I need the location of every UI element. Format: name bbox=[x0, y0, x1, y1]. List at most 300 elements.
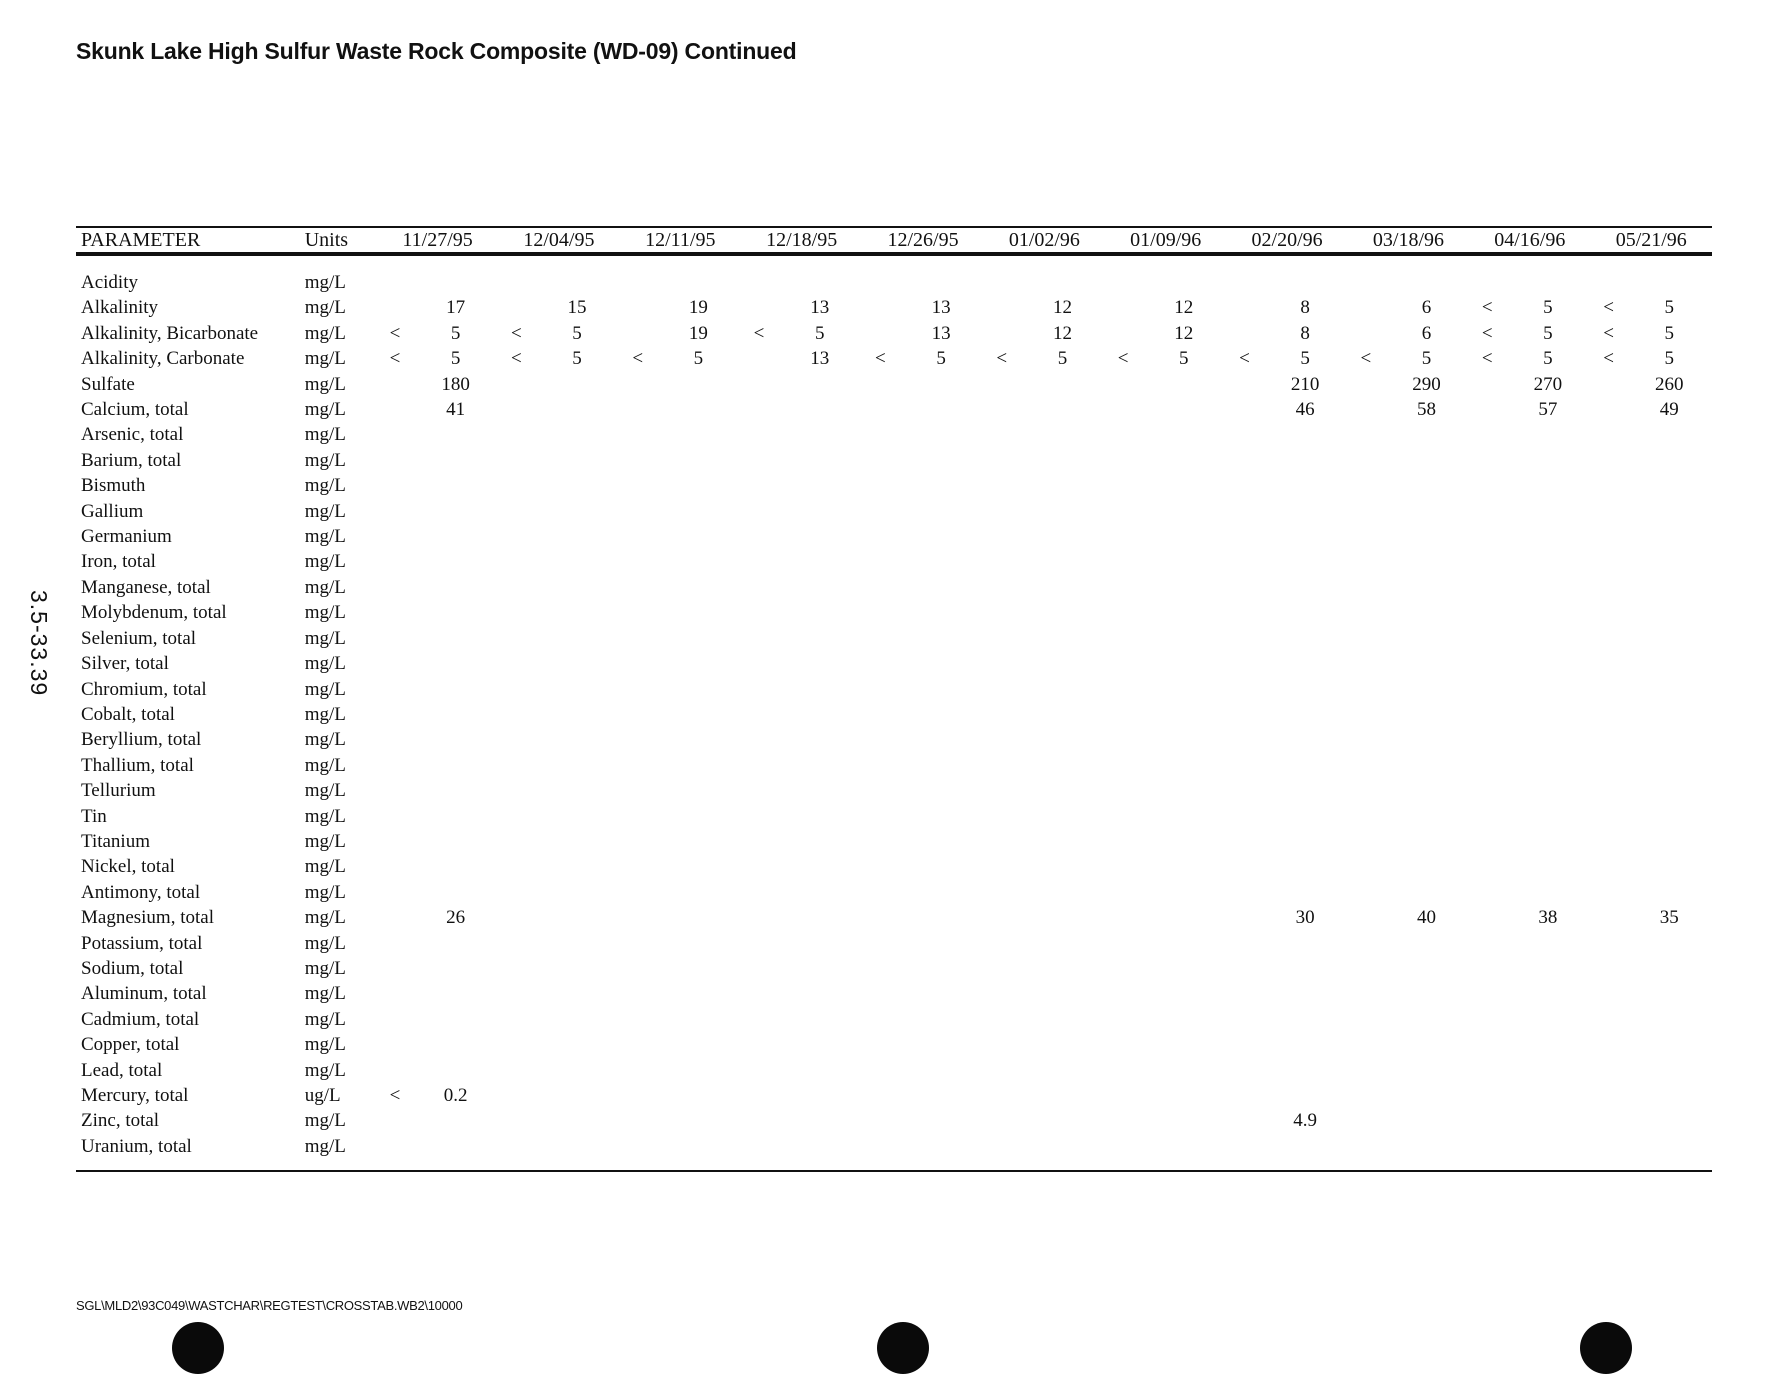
table-row bbox=[76, 397, 1712, 422]
qualifier-cell bbox=[1591, 854, 1627, 879]
value-cell bbox=[1141, 524, 1226, 549]
qualifier-cell bbox=[377, 956, 413, 981]
value-cell bbox=[1505, 1134, 1590, 1159]
parameter-cell: Iron, total bbox=[81, 551, 156, 573]
qualifier-cell bbox=[741, 905, 777, 930]
value-cell bbox=[1384, 549, 1469, 574]
value-cell bbox=[1627, 753, 1712, 778]
value-cell bbox=[1384, 677, 1469, 702]
qualifier-cell bbox=[1226, 1032, 1262, 1057]
value-cell bbox=[1627, 549, 1712, 574]
value-cell bbox=[656, 372, 741, 397]
qualifier-cell bbox=[1348, 905, 1384, 930]
qualifier-cell bbox=[1348, 1032, 1384, 1057]
qualifier-cell bbox=[377, 854, 413, 879]
qualifier-cell bbox=[741, 372, 777, 397]
qualifier-cell bbox=[1105, 931, 1141, 956]
qualifier-cell bbox=[620, 804, 656, 829]
value-cell bbox=[1263, 778, 1348, 803]
qualifier-cell bbox=[1226, 499, 1262, 524]
qualifier-cell bbox=[498, 880, 534, 905]
qualifier-cell bbox=[1469, 499, 1505, 524]
value-cell bbox=[898, 473, 983, 498]
parameter-cell: Manganese, total bbox=[81, 576, 211, 598]
qualifier-cell bbox=[1348, 321, 1384, 346]
parameter-cell: Chromium, total bbox=[81, 678, 207, 700]
qualifier-cell bbox=[984, 956, 1020, 981]
value-cell bbox=[413, 651, 498, 676]
value-cell bbox=[656, 448, 741, 473]
value-cell: 5 bbox=[1179, 348, 1189, 370]
value-cell bbox=[1627, 524, 1712, 549]
table-row bbox=[76, 600, 1712, 625]
value-cell bbox=[1141, 1108, 1226, 1133]
value-cell bbox=[898, 499, 983, 524]
value-cell bbox=[534, 854, 619, 879]
qualifier-cell bbox=[498, 677, 534, 702]
value-cell bbox=[777, 270, 862, 295]
qualifier-cell bbox=[1348, 931, 1384, 956]
value-cell bbox=[1505, 829, 1590, 854]
qualifier-cell bbox=[1226, 677, 1262, 702]
units-cell: mg/L bbox=[304, 551, 346, 573]
qualifier-cell bbox=[377, 524, 413, 549]
value-cell bbox=[1627, 448, 1712, 473]
qualifier-cell bbox=[1348, 499, 1384, 524]
qualifier-cell bbox=[1591, 626, 1627, 651]
qualifier-cell bbox=[984, 1007, 1020, 1032]
value-cell bbox=[1627, 956, 1712, 981]
qualifier-cell bbox=[1226, 1134, 1262, 1159]
table-row bbox=[76, 1007, 1712, 1032]
qualifier-cell bbox=[1591, 931, 1627, 956]
value-cell bbox=[1505, 651, 1590, 676]
qualifier-cell bbox=[377, 448, 413, 473]
qualifier-cell bbox=[1226, 702, 1262, 727]
value-cell bbox=[1627, 499, 1712, 524]
qualifier-cell bbox=[1105, 753, 1141, 778]
value-cell bbox=[898, 804, 983, 829]
qualifier-cell bbox=[498, 1108, 534, 1133]
qualifier-cell bbox=[1348, 956, 1384, 981]
value-cell bbox=[413, 422, 498, 447]
value-cell bbox=[656, 931, 741, 956]
qualifier-cell bbox=[498, 549, 534, 574]
value-cell bbox=[1263, 981, 1348, 1006]
qualifier-cell: < bbox=[1481, 297, 1493, 319]
value-cell bbox=[777, 702, 862, 727]
value-cell bbox=[534, 473, 619, 498]
qualifier-cell bbox=[1348, 549, 1384, 574]
value-cell bbox=[1263, 804, 1348, 829]
value-cell: 13 bbox=[810, 348, 830, 370]
value-cell bbox=[1263, 854, 1348, 879]
value-cell bbox=[898, 600, 983, 625]
qualifier-cell bbox=[984, 549, 1020, 574]
qualifier-cell bbox=[620, 372, 656, 397]
value-cell bbox=[1627, 981, 1712, 1006]
qualifier-cell bbox=[620, 448, 656, 473]
qualifier-cell bbox=[984, 1058, 1020, 1083]
value-cell bbox=[1384, 1058, 1469, 1083]
value-cell bbox=[1627, 600, 1712, 625]
value-cell bbox=[1020, 1083, 1105, 1108]
value-cell bbox=[656, 1007, 741, 1032]
value-cell bbox=[1384, 778, 1469, 803]
qualifier-cell: < bbox=[1481, 348, 1493, 370]
qualifier-cell bbox=[377, 651, 413, 676]
value-cell bbox=[413, 880, 498, 905]
value-cell bbox=[1384, 804, 1469, 829]
qualifier-cell bbox=[498, 626, 534, 651]
qualifier-cell bbox=[862, 880, 898, 905]
parameter-cell: Mercury, total bbox=[81, 1085, 189, 1106]
qualifier-cell bbox=[377, 1108, 413, 1133]
qualifier-cell bbox=[1226, 549, 1262, 574]
qualifier-cell bbox=[1591, 956, 1627, 981]
qualifier-cell bbox=[377, 295, 413, 320]
qualifier-cell: < bbox=[753, 322, 765, 344]
value-cell bbox=[1505, 677, 1590, 702]
qualifier-cell bbox=[984, 448, 1020, 473]
table-row bbox=[76, 702, 1712, 727]
value-cell bbox=[534, 931, 619, 956]
value-cell bbox=[1263, 651, 1348, 676]
qualifier-cell bbox=[1348, 1007, 1384, 1032]
qualifier-cell bbox=[741, 473, 777, 498]
value-cell bbox=[777, 854, 862, 879]
qualifier-cell bbox=[984, 270, 1020, 295]
value-cell bbox=[1141, 1007, 1226, 1032]
value-cell bbox=[1020, 778, 1105, 803]
value-cell bbox=[1141, 372, 1226, 397]
value-cell bbox=[1384, 854, 1469, 879]
value-cell bbox=[898, 854, 983, 879]
value-cell bbox=[1020, 677, 1105, 702]
qualifier-cell bbox=[1226, 397, 1262, 422]
qualifier-cell bbox=[984, 499, 1020, 524]
value-cell bbox=[777, 677, 862, 702]
qualifier-cell bbox=[1348, 677, 1384, 702]
qualifier-cell bbox=[1226, 1007, 1262, 1032]
qualifier-cell bbox=[741, 1134, 777, 1159]
value-cell: 5 bbox=[1543, 322, 1553, 344]
qualifier-cell bbox=[984, 422, 1020, 447]
value-cell bbox=[534, 905, 619, 930]
value-cell bbox=[1505, 753, 1590, 778]
qualifier-cell bbox=[498, 727, 534, 752]
qualifier-cell bbox=[1226, 931, 1262, 956]
qualifier-cell bbox=[741, 1058, 777, 1083]
value-cell: 46 bbox=[1295, 399, 1315, 421]
qualifier-cell bbox=[498, 524, 534, 549]
qualifier-cell bbox=[984, 600, 1020, 625]
qualifier-cell bbox=[1105, 1108, 1141, 1133]
qualifier-cell bbox=[377, 372, 413, 397]
value-cell bbox=[898, 1083, 983, 1108]
qualifier-cell bbox=[1348, 372, 1384, 397]
qualifier-cell bbox=[1105, 829, 1141, 854]
value-cell bbox=[1141, 1032, 1226, 1057]
qualifier-cell bbox=[1591, 1032, 1627, 1057]
value-cell: 12 bbox=[1174, 297, 1194, 319]
qualifier-cell bbox=[620, 677, 656, 702]
qualifier-cell bbox=[1226, 626, 1262, 651]
qualifier-cell bbox=[862, 270, 898, 295]
value-cell bbox=[1020, 549, 1105, 574]
units-cell: mg/L bbox=[304, 399, 346, 421]
qualifier-cell bbox=[1105, 549, 1141, 574]
qualifier-cell bbox=[1348, 600, 1384, 625]
value-cell: 5 bbox=[450, 322, 461, 344]
qualifier-cell bbox=[1105, 778, 1141, 803]
qualifier-cell bbox=[862, 524, 898, 549]
value-cell bbox=[898, 524, 983, 549]
value-cell bbox=[1263, 702, 1348, 727]
qualifier-cell bbox=[1469, 778, 1505, 803]
qualifier-cell bbox=[620, 956, 656, 981]
qualifier-cell bbox=[1105, 1083, 1141, 1108]
qualifier-cell bbox=[498, 600, 534, 625]
value-cell bbox=[656, 575, 741, 600]
value-cell bbox=[777, 549, 862, 574]
value-cell bbox=[1505, 575, 1590, 600]
value-cell bbox=[1627, 1032, 1712, 1057]
qualifier-cell bbox=[1348, 575, 1384, 600]
qualifier-cell bbox=[984, 651, 1020, 676]
value-cell: 6 bbox=[1421, 297, 1432, 319]
parameter-cell: Lead, total bbox=[81, 1059, 163, 1081]
qualifier-cell bbox=[1348, 651, 1384, 676]
qualifier-cell bbox=[377, 931, 413, 956]
parameter-cell: Cobalt, total bbox=[81, 703, 175, 725]
qualifier-cell bbox=[498, 1007, 534, 1032]
value-cell bbox=[1505, 727, 1590, 752]
table-row bbox=[76, 448, 1712, 473]
value-cell bbox=[777, 804, 862, 829]
qualifier-cell bbox=[1348, 1108, 1384, 1133]
value-cell bbox=[898, 626, 983, 651]
qualifier-cell bbox=[498, 702, 534, 727]
qualifier-cell bbox=[1469, 1007, 1505, 1032]
value-cell bbox=[656, 524, 741, 549]
parameter-cell: Copper, total bbox=[81, 1034, 180, 1056]
value-cell bbox=[898, 1108, 983, 1133]
value-cell: 19 bbox=[688, 297, 708, 319]
value-cell bbox=[1627, 931, 1712, 956]
value-cell bbox=[898, 397, 983, 422]
value-cell bbox=[898, 448, 983, 473]
value-cell bbox=[1141, 1134, 1226, 1159]
value-cell bbox=[1141, 422, 1226, 447]
parameter-cell: Nickel, total bbox=[81, 856, 175, 878]
value-cell bbox=[1020, 880, 1105, 905]
qualifier-cell bbox=[862, 448, 898, 473]
parameter-cell: Thallium, total bbox=[81, 754, 194, 776]
qualifier-cell bbox=[377, 575, 413, 600]
value-cell: 12 bbox=[1052, 322, 1072, 344]
units-cell: mg/L bbox=[304, 1110, 346, 1132]
value-cell bbox=[1020, 981, 1105, 1006]
qualifier-cell bbox=[1591, 422, 1627, 447]
value-cell bbox=[1384, 931, 1469, 956]
qualifier-cell bbox=[1105, 727, 1141, 752]
qualifier-cell bbox=[1226, 651, 1262, 676]
value-cell: 0.2 bbox=[443, 1085, 468, 1106]
qualifier-cell bbox=[1348, 397, 1384, 422]
value-cell: 12 bbox=[1174, 322, 1194, 344]
qualifier-cell bbox=[1105, 1032, 1141, 1057]
value-cell bbox=[777, 956, 862, 981]
value-cell bbox=[413, 1058, 498, 1083]
qualifier-cell bbox=[1469, 1058, 1505, 1083]
value-cell bbox=[413, 956, 498, 981]
qualifier-cell bbox=[1591, 524, 1627, 549]
value-cell bbox=[1384, 600, 1469, 625]
qualifier-cell bbox=[1226, 1083, 1262, 1108]
qualifier-cell bbox=[984, 1134, 1020, 1159]
value-cell bbox=[656, 422, 741, 447]
qualifier-cell bbox=[1105, 499, 1141, 524]
value-cell: 5 bbox=[936, 348, 946, 370]
value-cell bbox=[1505, 1058, 1590, 1083]
table-row bbox=[76, 956, 1712, 981]
value-cell bbox=[777, 575, 862, 600]
value-cell bbox=[1505, 854, 1590, 879]
value-cell bbox=[413, 473, 498, 498]
value-cell bbox=[656, 956, 741, 981]
value-cell bbox=[898, 778, 983, 803]
value-cell bbox=[413, 270, 498, 295]
value-cell bbox=[413, 677, 498, 702]
qualifier-cell bbox=[498, 905, 534, 930]
value-cell: 58 bbox=[1417, 399, 1437, 421]
parameter-cell: Magnesium, total bbox=[81, 907, 214, 929]
value-cell bbox=[656, 626, 741, 651]
qualifier-cell: < bbox=[1603, 297, 1614, 319]
value-cell bbox=[534, 524, 619, 549]
value-cell bbox=[1384, 753, 1469, 778]
value-cell bbox=[1263, 829, 1348, 854]
qualifier-cell bbox=[1226, 829, 1262, 854]
value-cell: 40 bbox=[1417, 907, 1437, 929]
value-cell bbox=[1384, 880, 1469, 905]
qualifier-cell bbox=[862, 321, 898, 346]
qualifier-cell bbox=[377, 473, 413, 498]
qualifier-cell bbox=[1469, 753, 1505, 778]
qualifier-cell bbox=[1226, 753, 1262, 778]
value-cell bbox=[1020, 626, 1105, 651]
value-cell bbox=[1505, 1083, 1590, 1108]
value-cell: 6 bbox=[1421, 322, 1432, 344]
qualifier-cell bbox=[620, 905, 656, 930]
value-cell bbox=[1141, 854, 1226, 879]
qualifier-cell bbox=[1226, 1058, 1262, 1083]
qualifier-cell bbox=[498, 753, 534, 778]
qualifier-cell bbox=[862, 702, 898, 727]
qualifier-cell bbox=[1591, 778, 1627, 803]
value-cell bbox=[898, 829, 983, 854]
qualifier-cell bbox=[984, 905, 1020, 930]
qualifier-cell bbox=[498, 854, 534, 879]
value-cell bbox=[1384, 270, 1469, 295]
table-row bbox=[76, 727, 1712, 752]
qualifier-cell bbox=[377, 626, 413, 651]
qualifier-cell bbox=[741, 880, 777, 905]
value-cell bbox=[1263, 448, 1348, 473]
value-cell bbox=[656, 753, 741, 778]
qualifier-cell bbox=[862, 1058, 898, 1083]
qualifier-cell bbox=[984, 854, 1020, 879]
qualifier-cell bbox=[1226, 575, 1262, 600]
qualifier-cell bbox=[1469, 804, 1505, 829]
value-cell bbox=[1020, 854, 1105, 879]
value-cell bbox=[1020, 575, 1105, 600]
value-cell bbox=[1020, 1058, 1105, 1083]
value-cell bbox=[898, 422, 983, 447]
units-cell: mg/L bbox=[304, 1059, 346, 1081]
binder-hole-left bbox=[172, 1322, 224, 1374]
value-cell bbox=[1020, 397, 1105, 422]
qualifier-cell bbox=[1591, 575, 1627, 600]
qualifier-cell bbox=[377, 549, 413, 574]
value-cell bbox=[413, 804, 498, 829]
qualifier-cell bbox=[1591, 448, 1627, 473]
value-cell bbox=[413, 549, 498, 574]
value-cell bbox=[1141, 804, 1226, 829]
units-cell: mg/L bbox=[304, 576, 346, 598]
date-header: 12/11/95 bbox=[645, 229, 716, 251]
qualifier-cell bbox=[1105, 905, 1141, 930]
qualifier-cell: < bbox=[389, 1085, 401, 1106]
qualifier-cell bbox=[741, 829, 777, 854]
qualifier-cell bbox=[620, 270, 656, 295]
qualifier-cell bbox=[1105, 524, 1141, 549]
qualifier-cell bbox=[862, 295, 898, 320]
value-cell bbox=[1627, 727, 1712, 752]
qualifier-cell bbox=[862, 1007, 898, 1032]
qualifier-cell bbox=[498, 1083, 534, 1108]
value-cell bbox=[1627, 1058, 1712, 1083]
value-cell bbox=[1141, 448, 1226, 473]
qualifier-cell bbox=[1591, 397, 1627, 422]
value-cell bbox=[1020, 804, 1105, 829]
value-cell bbox=[413, 1032, 498, 1057]
qualifier-cell bbox=[862, 829, 898, 854]
qualifier-cell bbox=[498, 778, 534, 803]
units-cell: mg/L bbox=[304, 907, 346, 929]
qualifier-cell bbox=[1591, 1058, 1627, 1083]
value-cell bbox=[1627, 422, 1712, 447]
qualifier-cell bbox=[1105, 448, 1141, 473]
qualifier-cell bbox=[1105, 854, 1141, 879]
parameter-cell: Molybdenum, total bbox=[81, 602, 227, 624]
value-cell bbox=[656, 600, 741, 625]
parameter-cell: Acidity bbox=[81, 272, 138, 293]
value-cell bbox=[777, 422, 862, 447]
value-cell bbox=[1020, 727, 1105, 752]
qualifier-cell bbox=[862, 753, 898, 778]
value-cell bbox=[413, 499, 498, 524]
table-row bbox=[76, 473, 1712, 498]
value-cell bbox=[534, 1032, 619, 1057]
value-cell bbox=[1505, 549, 1590, 574]
qualifier-cell bbox=[620, 600, 656, 625]
value-cell bbox=[1020, 931, 1105, 956]
value-cell bbox=[534, 499, 619, 524]
value-cell: 15 bbox=[567, 297, 587, 319]
value-cell bbox=[1020, 524, 1105, 549]
